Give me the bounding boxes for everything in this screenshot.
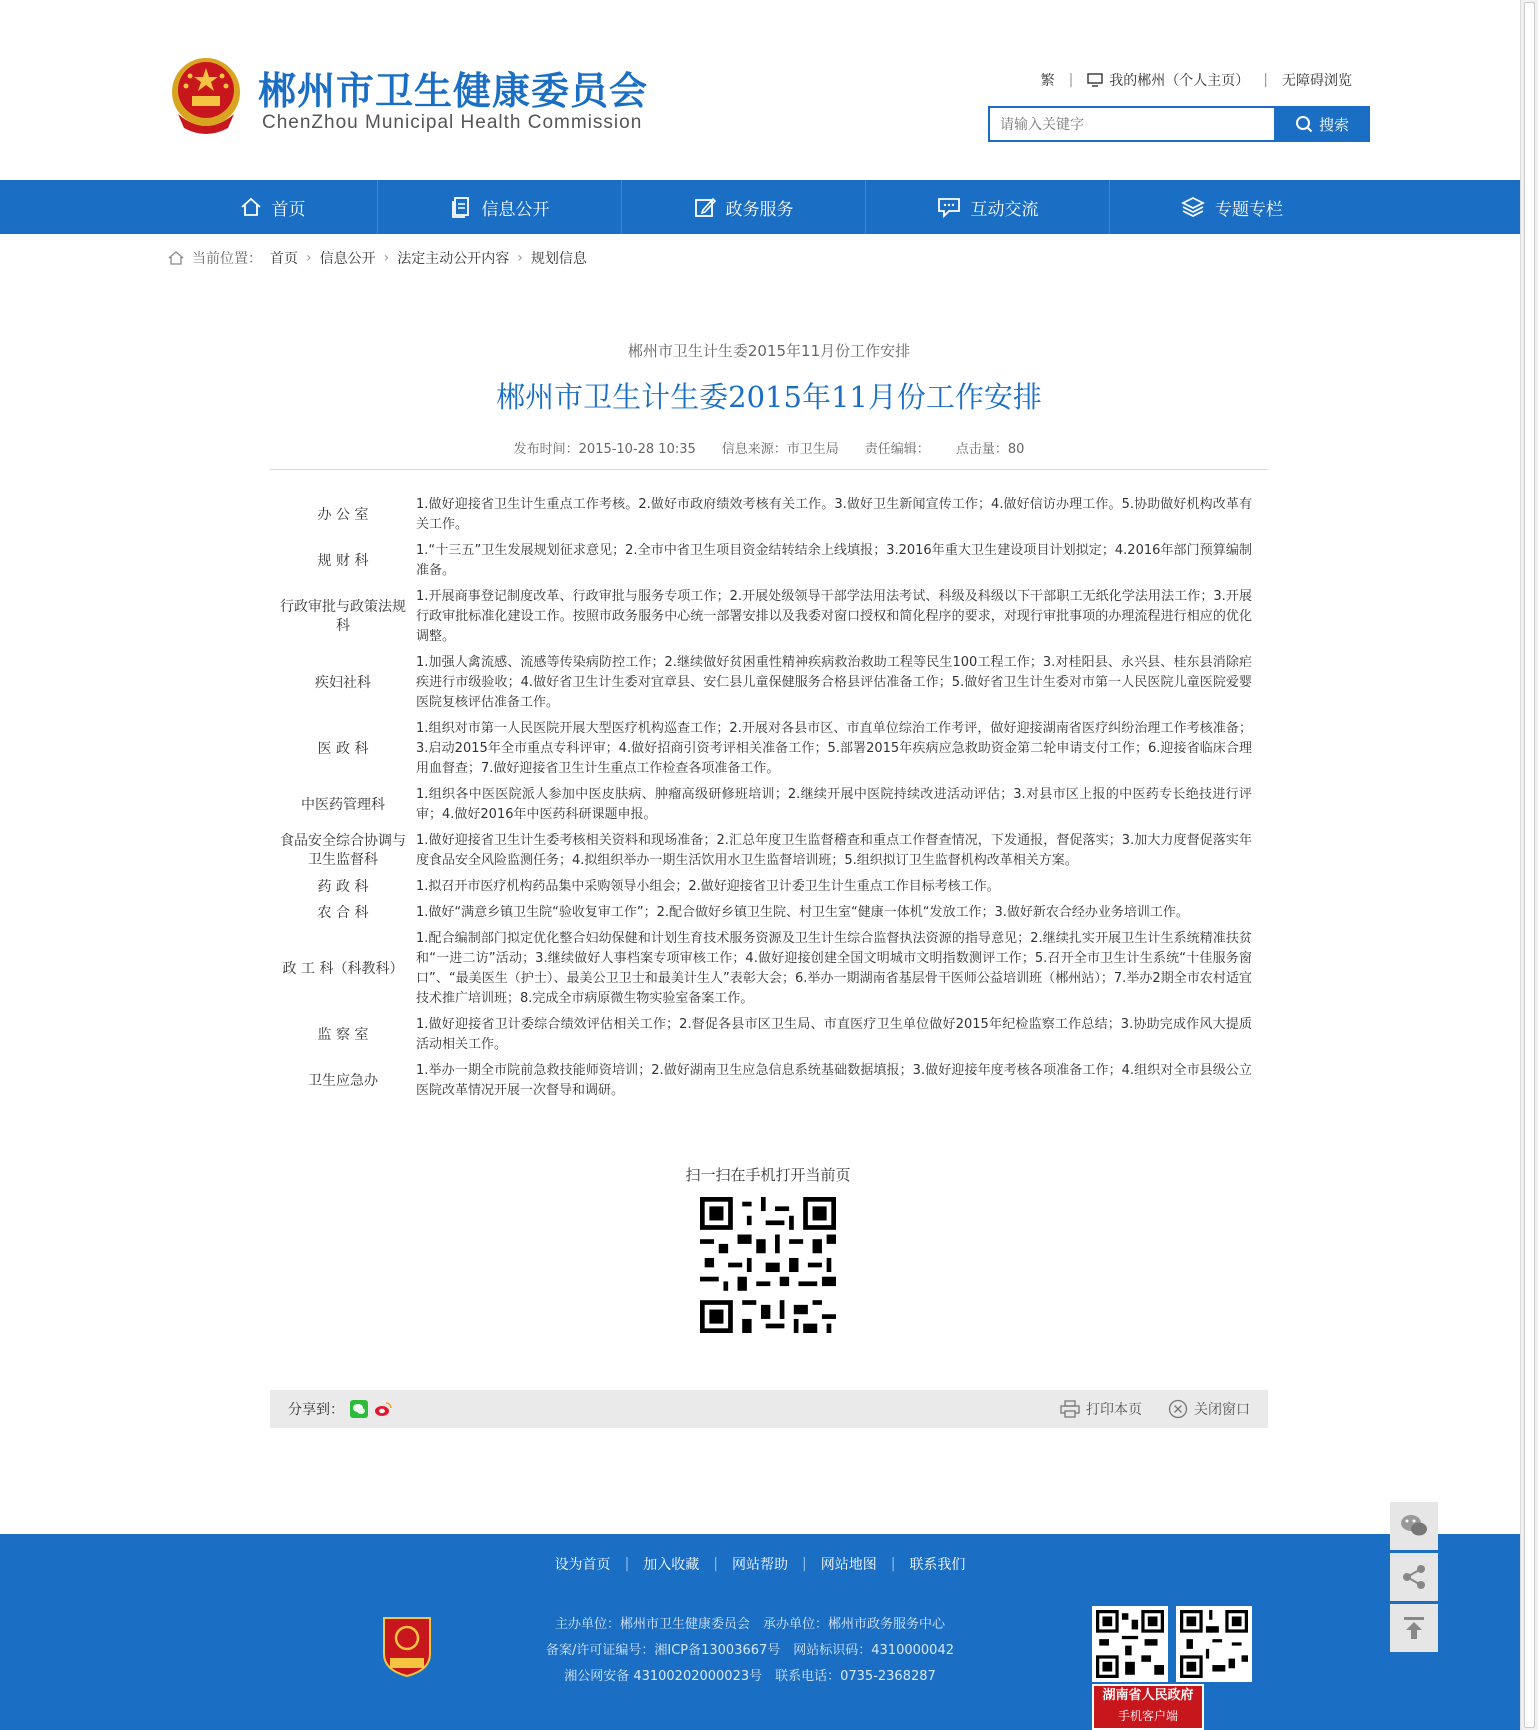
department-cell: 规 财 科 — [317, 552, 369, 569]
close-window-button[interactable] — [1168, 1399, 1250, 1419]
share-group — [288, 1399, 392, 1419]
nav-label: 政务服务 — [725, 199, 794, 220]
gov-badge-icon — [380, 1614, 434, 1678]
task-cell: 1.配合编制部门拟定优化整合妇幼保健和计划生育技术服务资源及卫生计生综合监督执法资源的指导意见；2.继续扎实开展卫生计生系统精准扶贫和“一进二访”活动；3.继续做好人事档案专项审核工作；4.做好迎接创建全国文明城市文明指数测评工作；5.召开全市卫生计生系统“十佳服务窗口”、“最美医生（护士）、最美公卫卫士和最美计生人”表彰大会；6.举办一期湖南省基层骨干医师公益培训班（郴州站）；7.举办2期全市农村适宜技术推广培训班；8.完成全市病原微生物实验室备案工作。 — [416, 931, 1252, 1006]
search-bar — [988, 106, 1370, 142]
table-row — [270, 900, 1268, 926]
department-cell: 行政审批与政策法规科 — [280, 599, 406, 634]
separator: | — [802, 1556, 807, 1572]
breadcrumb-item[interactable]: 信息公开 — [319, 251, 376, 267]
search-button[interactable] — [1274, 106, 1370, 142]
footer-info — [500, 1612, 1000, 1690]
department-cell: 政 工 科（科教科） — [282, 960, 404, 977]
footer-qr-codes — [1092, 1606, 1252, 1682]
nav-item-home[interactable] — [168, 180, 378, 234]
table-row — [270, 828, 1268, 874]
nav-label: 专题专栏 — [1215, 199, 1283, 220]
nav-item-interaction[interactable] — [866, 180, 1110, 234]
footer-link[interactable]: 设为首页 — [554, 1557, 611, 1573]
table-row — [270, 716, 1268, 782]
my-chenzhou-label: 我的郴州（个人主页） — [1109, 73, 1250, 89]
department-cell: 办 公 室 — [317, 506, 369, 523]
department-cell: 农 合 科 — [317, 904, 369, 921]
wechat-share-icon[interactable] — [350, 1400, 368, 1418]
department-cell: 卫生应急办 — [308, 1072, 378, 1089]
task-cell: 1.组织各中医医院派人参加中医皮肤病、肿瘤高级研修班培训；2.继续开展中医院持续改进活动评估；3.对县市区上报的中医药专长绝技进行评审；4.做好2016年中医药科研课题申报。 — [416, 787, 1252, 822]
qr-caption: 扫一扫在手机打开当前页 — [685, 1166, 851, 1184]
share-label: 分享到： — [288, 1402, 344, 1418]
home-icon — [240, 196, 262, 218]
site-title: 郴州市卫生健康委员会 — [258, 69, 649, 113]
table-row — [270, 650, 1268, 716]
department-cell: 食品安全综合协调与卫生监督科 — [280, 833, 406, 868]
main-nav — [0, 180, 1520, 234]
hunan-gov-app-link[interactable] — [1092, 1684, 1204, 1730]
chevron-right-icon: › — [306, 250, 312, 266]
footer-qr — [1092, 1606, 1168, 1682]
share-float-button[interactable] — [1390, 1553, 1438, 1601]
article-title: 郴州市卫生计生委2015年11月份工作安排 — [496, 380, 1042, 414]
top-links — [1041, 70, 1352, 90]
separator: | — [713, 1556, 718, 1572]
chevron-right-icon: › — [517, 250, 523, 266]
site-footer — [0, 1534, 1520, 1730]
nav-item-info-disclosure[interactable] — [378, 180, 622, 234]
qr-code-icon — [1096, 1610, 1164, 1678]
monitor-icon — [1087, 73, 1103, 87]
nav-label: 首页 — [271, 199, 306, 220]
app-title: 湖南省人民政府 — [1102, 1688, 1194, 1703]
task-cell: 1.举办一期全市院前急救技能师资培训；2.做好湖南卫生应急信息系统基础数据填报；3.做好迎接年度考核各项准备工作；4.组织对全市县级公立医院改革情况开展一次督导和调研。 — [416, 1063, 1252, 1098]
breadcrumb-item[interactable]: 首页 — [270, 251, 298, 267]
scrollbar-thumb[interactable] — [1524, 2, 1535, 1728]
search-input[interactable] — [988, 106, 1274, 142]
page-scrollbar[interactable] — [1520, 0, 1538, 1730]
document-icon — [450, 196, 472, 218]
table-row — [270, 926, 1268, 1012]
share-icon — [1401, 1564, 1427, 1590]
breadcrumb-item[interactable]: 法定主动公开内容 — [397, 251, 510, 267]
my-chenzhou-link[interactable] — [1087, 70, 1249, 90]
edit-icon — [694, 196, 716, 218]
nav-label: 互动交流 — [970, 199, 1039, 220]
publish-time: 发布时间：2015-10-28 10:35 — [513, 442, 696, 457]
task-cell: 1.开展商事登记制度改革、行政审批与服务专项工作；2.开展处级领导干部学法用法考试、科级及科级以下干部职工无纸化学法用法工作；3.开展行政审批标准化建设工作。按照市政务服务中心统一部署安排以及我委对窗口授权和简化程序的要求，对现行审批事项的办理流程进行相应的优化调整。 — [416, 589, 1252, 644]
table-row — [270, 584, 1268, 650]
department-cell: 中医药管理科 — [301, 796, 385, 813]
arrow-up-icon — [1401, 1615, 1427, 1641]
search-button-label: 搜索 — [1318, 115, 1349, 134]
table-row — [270, 1012, 1268, 1058]
search-icon — [1295, 115, 1313, 133]
divider — [270, 469, 1268, 470]
side-float-bar — [1390, 1502, 1438, 1655]
table-row — [270, 874, 1268, 900]
sponsor-line: 主办单位：郴州市卫生健康委员会 承办单位：郴州市政务服务中心 — [554, 1617, 945, 1632]
task-cell: 1.做好迎接省卫生计生委考核相关资料和现场准备；2.汇总年度卫生监督稽查和重点工作督查情况，下发通报，督促落实；3.加大力度督促落实年度食品安全风险监测任务；4.拟组织举办一期生活饮用水卫生监督培训班；5.组织拟订卫生监督机构改革相关方案。 — [416, 833, 1252, 868]
article-subtitle: 郴州市卫生计生委2015年11月份工作安排 — [627, 342, 911, 360]
footer-qr — [1176, 1606, 1252, 1682]
nav-item-special-topics[interactable] — [1110, 180, 1354, 234]
task-cell: 1.组织对市第一人民医院开展大型医疗机构巡查工作；2.开展对各县市区、市直单位综治工作考评，做好迎接湖南省医疗纠纷治理工作考核准备；3.启动2015年全市重点专科评审；4.做好招商引资考评相关准备工作；5.部署2015年疾病应急救助资金第二轮申请支付工作；6.迎接省临床合理用血督查；7.做好迎接省卫生计生重点工作检查各项准备工作。 — [416, 721, 1252, 776]
nav-label: 信息公开 — [481, 199, 550, 220]
share-bar — [270, 1390, 1268, 1428]
chevron-right-icon: › — [383, 250, 390, 266]
breadcrumb-item[interactable]: 规划信息 — [530, 251, 587, 267]
task-cell: 1.加强人禽流感、流感等传染病防控工作；2.继续做好贫困重性精神疾病救治救助工程等民生100工程工作；3.对桂阳县、永兴县、桂东县消除疟疾进行市级验收；4.做好省卫生计生委对宜章县、安仁县儿童保健服务合格县评估准备工作；5.做好省卫生计生委对市第一人民医院儿童医院爱婴医院复核评估准备工作。 — [416, 655, 1252, 710]
info-source: 信息来源：市卫生局 — [721, 442, 839, 457]
site-header — [0, 0, 1520, 180]
table-row — [270, 492, 1268, 538]
separator: | — [890, 1556, 896, 1572]
table-row — [270, 1058, 1268, 1104]
print-label: 打印本页 — [1086, 1402, 1142, 1418]
separator: | — [1068, 72, 1074, 88]
editor: 责任编辑： — [864, 442, 930, 457]
breadcrumb — [168, 248, 587, 268]
chat-icon — [937, 196, 961, 218]
task-cell: 1.“十三五”卫生发展规划征求意见；2.全市中省卫生项目资金结转结余上线填报；3.2016年重大卫生建设项目计划拟定；4.2016年部门预算编制准备。 — [416, 543, 1252, 578]
police-line: 湘公网安备 43100202000023号 联系电话：0735-2368287 — [564, 1669, 936, 1684]
close-icon — [1168, 1399, 1188, 1419]
footer-link[interactable]: 网站地图 — [820, 1557, 877, 1573]
task-cell: 1.拟召开市医疗机构药品集中采购领导小组会；2.做好迎接省卫计委卫生计生重点工作目标考核工作。 — [416, 879, 1000, 894]
qr-code-icon — [700, 1197, 836, 1333]
table-row — [270, 782, 1268, 828]
footer-link[interactable]: 网站帮助 — [732, 1557, 788, 1573]
task-cell: 1.做好“满意乡镇卫生院“验收复审工作”；2.配合做好乡镇卫生院、村卫生室“健康一体机“发放工作；3.做好新农合经办业务培训工作。 — [416, 905, 1189, 920]
department-cell: 疾妇社科 — [315, 674, 371, 691]
site-subtitle-en: ChenZhou Municipal Health Commission — [262, 112, 643, 133]
view-count: 点击量：80 — [955, 442, 1025, 457]
department-cell: 医 政 科 — [317, 740, 369, 757]
icp-line: 备案/许可证编号：湘ICP备13003667号 网站标识码：4310000042 — [545, 1643, 954, 1658]
footer-links — [0, 1554, 1520, 1574]
breadcrumb-label: 当前位置： — [192, 251, 262, 267]
separator: | — [1263, 72, 1268, 88]
qr-code-icon — [1180, 1610, 1248, 1678]
national-emblem-icon — [168, 54, 244, 138]
department-cell: 药 政 科 — [317, 878, 369, 895]
task-cell: 1.做好迎接省卫生计生重点工作考核。2.做好市政府绩效考核有关工作。3.做好卫生新闻宣传工作；4.做好信访办理工作。5.协助做好机构改革有关工作。 — [416, 497, 1252, 532]
home-icon — [168, 250, 184, 266]
task-cell: 1.做好迎接省卫计委综合绩效评估相关工作；2.督促各县市区卫生局、市直医疗卫生单位做好2015年纪检监察工作总结；3.协助完成作风大提质活动相关工作。 — [416, 1017, 1252, 1052]
separator: | — [624, 1556, 630, 1572]
department-cell: 监 察 室 — [317, 1026, 369, 1043]
close-label: 关闭窗口 — [1194, 1402, 1250, 1418]
page-qr-block — [628, 1164, 908, 1337]
footer-link[interactable]: 加入收藏 — [643, 1557, 700, 1573]
table-row — [270, 538, 1268, 584]
wechat-float-button[interactable] — [1390, 1502, 1438, 1550]
accessibility-link[interactable]: 无障碍浏览 — [1282, 73, 1352, 89]
app-subtitle: 手机客户端 — [1117, 1709, 1178, 1723]
back-to-top-button[interactable] — [1390, 1604, 1438, 1652]
article-meta — [270, 438, 1268, 457]
party-gov-badge[interactable] — [380, 1614, 434, 1678]
traditional-chinese-link[interactable]: 繁 — [1040, 73, 1055, 89]
print-button[interactable] — [1060, 1399, 1142, 1419]
footer-link[interactable]: 联系我们 — [909, 1557, 966, 1573]
printer-icon — [1060, 1400, 1080, 1418]
layers-icon — [1181, 196, 1205, 218]
page-actions — [1060, 1399, 1250, 1419]
nav-item-gov-services[interactable] — [622, 180, 866, 234]
work-plan-table — [270, 492, 1268, 1104]
wechat-icon — [1399, 1513, 1429, 1539]
weibo-share-icon[interactable] — [374, 1400, 392, 1418]
article — [270, 340, 1268, 1104]
